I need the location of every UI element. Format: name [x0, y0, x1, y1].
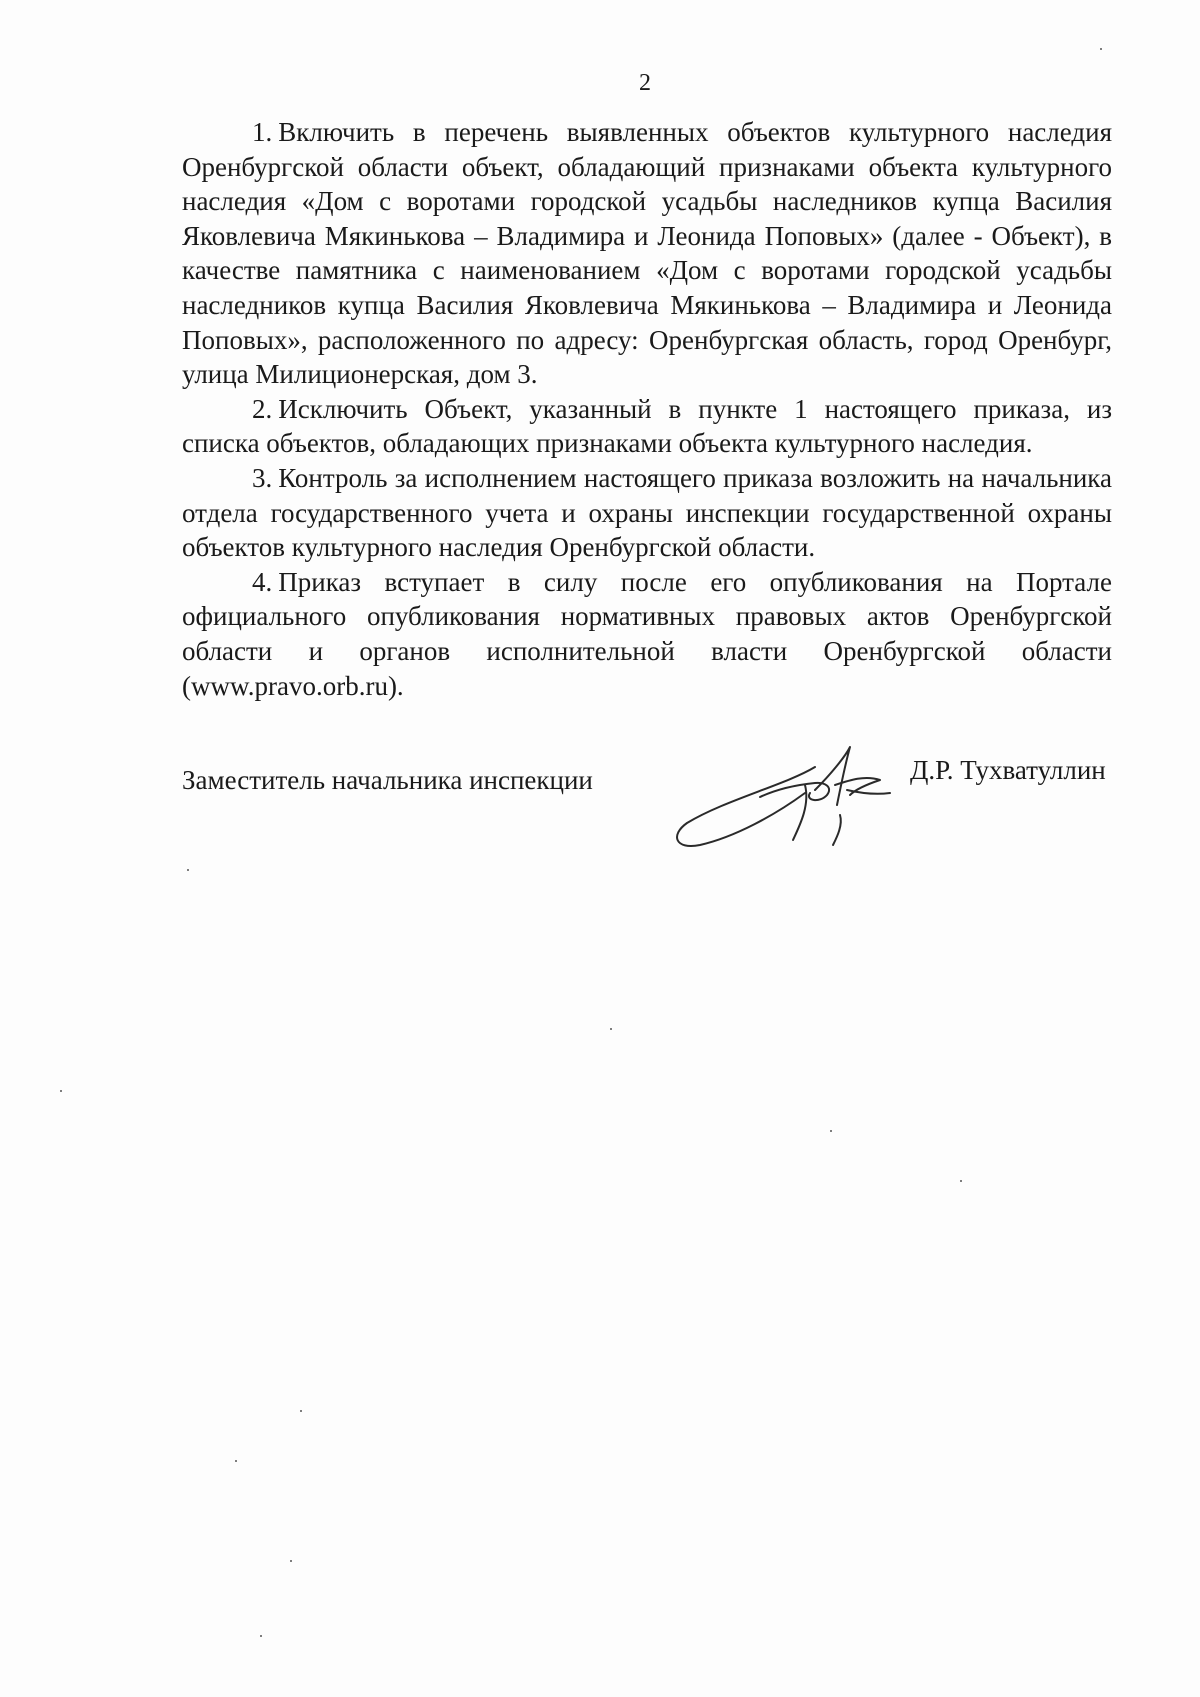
scan-speck [187, 869, 189, 871]
handwritten-signature [665, 745, 915, 860]
scan-speck [960, 1180, 962, 1182]
order-body [182, 115, 1112, 703]
scan-speck [290, 1560, 292, 1562]
scan-speck [60, 1090, 62, 1092]
item-text: Контроль за исполнением настоящего приказа возложить на начальника отдела государственного учета и охраны инспекции государственной охраны объектов культурного наследия Оренбургской области. [182, 462, 1112, 563]
item-text: Приказ вступает в силу после его опубликования на Портале официального опубликования нормативных правовых актов Оренбургской области и органов исполнительной власти Оренбургской области (www.pravo.orb.ru). [182, 566, 1112, 701]
scan-speck [610, 1028, 612, 1030]
scan-speck [830, 1130, 832, 1132]
signer-title: Заместитель начальника инспекции [182, 765, 593, 795]
signer-name: Д.Р. Тухватуллин [910, 755, 1106, 785]
scan-speck [235, 1460, 237, 1462]
item-number: 2. [252, 393, 273, 424]
page-number: 2 [639, 70, 651, 96]
scan-speck [260, 1635, 262, 1637]
signature-stroke [815, 747, 850, 805]
signature-stroke [677, 767, 815, 846]
order-item-3 [182, 461, 1112, 565]
signature-block [0, 745, 1200, 865]
item-text: Исключить Объект, указанный в пункте 1 настоящего приказа, из списка объектов, обладающих признаками объекта культурного наследия. [182, 393, 1112, 459]
signature-stroke [833, 815, 841, 845]
item-number: 1. [252, 117, 273, 147]
item-number: 3. [252, 462, 273, 493]
order-item-2 [182, 392, 1112, 461]
item-number: 4. [252, 566, 273, 597]
order-item-1 [182, 115, 1112, 392]
scan-speck [1100, 48, 1102, 50]
scan-speck [300, 1410, 302, 1412]
order-item-4 [182, 565, 1112, 703]
item-text: Включить в перечень выявленных объектов культурного наследия Оренбургской области объект, обладающий признаками объекта культурного наследия «Дом с воротами городской усадьбы наследников купца Василия Яковлевича Мякинькова – Владимира и Леонида Поповых» (далее - Объект), в качестве памятника с наименованием «Дом с воротами городской усадьбы наследников купца Василия Яковлевича Мякинькова – Владимира и Леонида Поповых», расположенного по адресу: Оренбургская область, город Оренбург, улица Милиционерская, дом 3. [182, 117, 1112, 390]
